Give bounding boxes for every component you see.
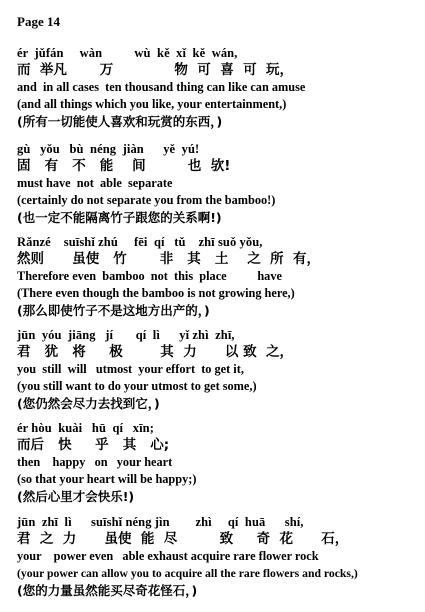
modern-chinese-translation: (也一定不能隔离竹子跟您的关系啊!) <box>17 210 222 225</box>
stanza-6 <box>17 514 417 599</box>
chinese-line: 固 有 不 能 间 也 欤! <box>17 158 231 174</box>
english-translation: (you still want to do your utmost to get some,) <box>17 379 257 393</box>
stanza-3 <box>17 234 417 319</box>
chinese-line: 君 犹 将 极 其 力 以 致 之， <box>17 344 293 360</box>
modern-chinese-translation: (然后心里才会快乐!) <box>17 489 135 504</box>
pinyin-line: ér jǔfán wàn wù kě xǐ kě wán, <box>17 46 238 60</box>
gloss-line: and in all cases ten thousand thing can like can amuse <box>17 80 306 94</box>
modern-chinese-translation: (那么即使竹子不是这地方出产的，) <box>17 303 210 318</box>
english-translation: (your power can allow you to acquire all the rare flowers and rocks,) <box>17 567 358 580</box>
english-translation: (certainly do not separate you from the bamboo!) <box>17 193 276 207</box>
pinyin-line: Rǎnzé suīshǐ zhú fēi qí tǔ zhī suǒ yǒu, <box>17 235 263 249</box>
gloss-line: your power even able exhaust acquire rare flower rock <box>17 549 319 563</box>
gloss-line: Therefore even bamboo not this place have <box>17 269 282 283</box>
english-translation: (There even though the bamboo is not growing here,) <box>17 286 295 300</box>
english-translation: (so that your heart will be happy;) <box>17 472 197 486</box>
gloss-line: then happy on your heart <box>17 455 173 469</box>
chinese-line: 君 之 力 虽使 能 尽 致 奇 花 石， <box>17 531 349 547</box>
chinese-line: 而后 快 乎 其 心; <box>17 437 170 453</box>
stanza-2 <box>17 141 417 226</box>
page-number: Page 14 <box>17 14 60 29</box>
stanza-1 <box>17 45 417 130</box>
pinyin-line: jūn zhī lì suīshǐ néng jìn zhì qí huā shí, <box>17 515 304 529</box>
english-translation: (and all things which you like, your entertainment,) <box>17 97 287 111</box>
modern-chinese-translation: (所有一切能使人喜欢和玩赏的东西，) <box>17 114 223 129</box>
chinese-line: 而 举凡 万 物 可 喜 可 玩， <box>17 62 293 78</box>
gloss-line: must have not able separate <box>17 176 173 190</box>
stanza-5 <box>17 420 417 505</box>
stanza-4 <box>17 327 417 412</box>
pinyin-line: gù yǒu bù néng jiàn yě yú! <box>17 142 200 156</box>
modern-chinese-translation: (您的力量虽然能买尽奇花怪石，) <box>17 583 198 598</box>
gloss-line: you still will utmost your effort to get it, <box>17 362 244 376</box>
chinese-line: 然则 虽使 竹 非 其 土 之 所 有， <box>17 251 320 267</box>
pinyin-line: ér hòu kuài hū qí xīn; <box>17 421 154 435</box>
pinyin-line: jūn yóu jiāng jí qí lì yǐ zhì zhī, <box>17 328 235 342</box>
modern-chinese-translation: (您仍然会尽力去找到它，) <box>17 396 160 411</box>
